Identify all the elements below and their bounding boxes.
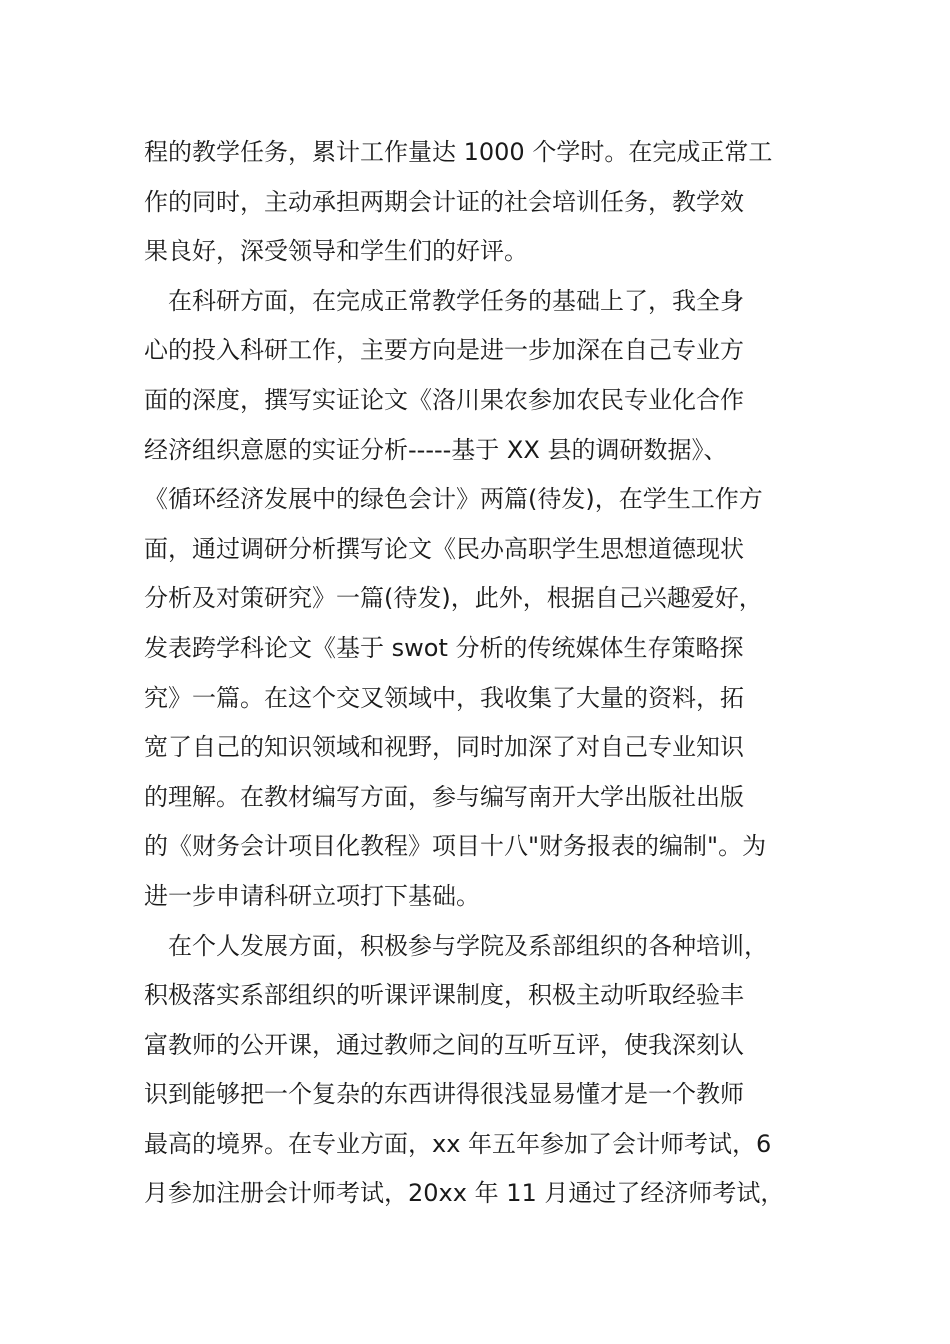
text-line: 程的教学任务，累计工作量达 1000 个学时。在完成正常工 [144, 138, 773, 166]
text-line: 月参加注册会计师考试，20xx 年 11 月通过了经济师考试， [144, 1179, 785, 1208]
text-line: 在个人发展方面，积极参与学院及系部组织的各种培训， [144, 931, 768, 960]
text-line: 《循环经济发展中的绿色会计》两篇(待发)，在学生工作方 [144, 485, 763, 514]
text-line: 经济组织意愿的实证分析-----基于 XX 县的调研数据》、 [144, 435, 728, 464]
text-line: 分析及对策研究》一篇(待发)，此外，根据自己兴趣爱好， [144, 584, 763, 613]
text-line: 的理解。在教材编写方面，参与编写南开大学出版社出版 [144, 782, 744, 811]
text-line: 果良好，深受领导和学生们的好评。 [144, 237, 528, 266]
text-line: 发表跨学科论文《基于 swot 分析的传统媒体生存策略探 [144, 633, 744, 662]
text-line: 在科研方面，在完成正常教学任务的基础上了，我全身 [144, 286, 744, 315]
text-line: 识到能够把一个复杂的东西讲得很浅显易懂才是一个教师 [144, 1080, 744, 1109]
text-line: 作的同时，主动承担两期会计证的社会培训任务，教学效 [144, 187, 744, 216]
text-line: 究》一篇。在这个交叉领域中，我收集了大量的资料，拓 [144, 683, 744, 712]
text-line: 最高的境界。在专业方面，xx 年五年参加了会计师考试，6 [144, 1129, 772, 1158]
text-line: 面，通过调研分析撰写论文《民办高职学生思想道德现状 [144, 534, 744, 563]
text-line: 的《财务会计项目化教程》项目十八"财务报表的编制"。为 [144, 832, 767, 861]
text-line: 面的深度，撰写实证论文《洛川果农参加农民专业化合作 [144, 385, 744, 414]
text-line: 积极落实系部组织的听课评课制度，积极主动听取经验丰 [144, 981, 744, 1010]
body-text [144, 128, 816, 1219]
text-line: 心的投入科研工作，主要方向是进一步加深在自己专业方 [144, 336, 744, 365]
text-line: 宽了自己的知识领域和视野，同时加深了对自己专业知识 [144, 733, 744, 762]
text-line: 进一步申请科研立项打下基础。 [144, 881, 480, 910]
text-line: 富教师的公开课，通过教师之间的互听互评，使我深刻认 [144, 1030, 744, 1059]
